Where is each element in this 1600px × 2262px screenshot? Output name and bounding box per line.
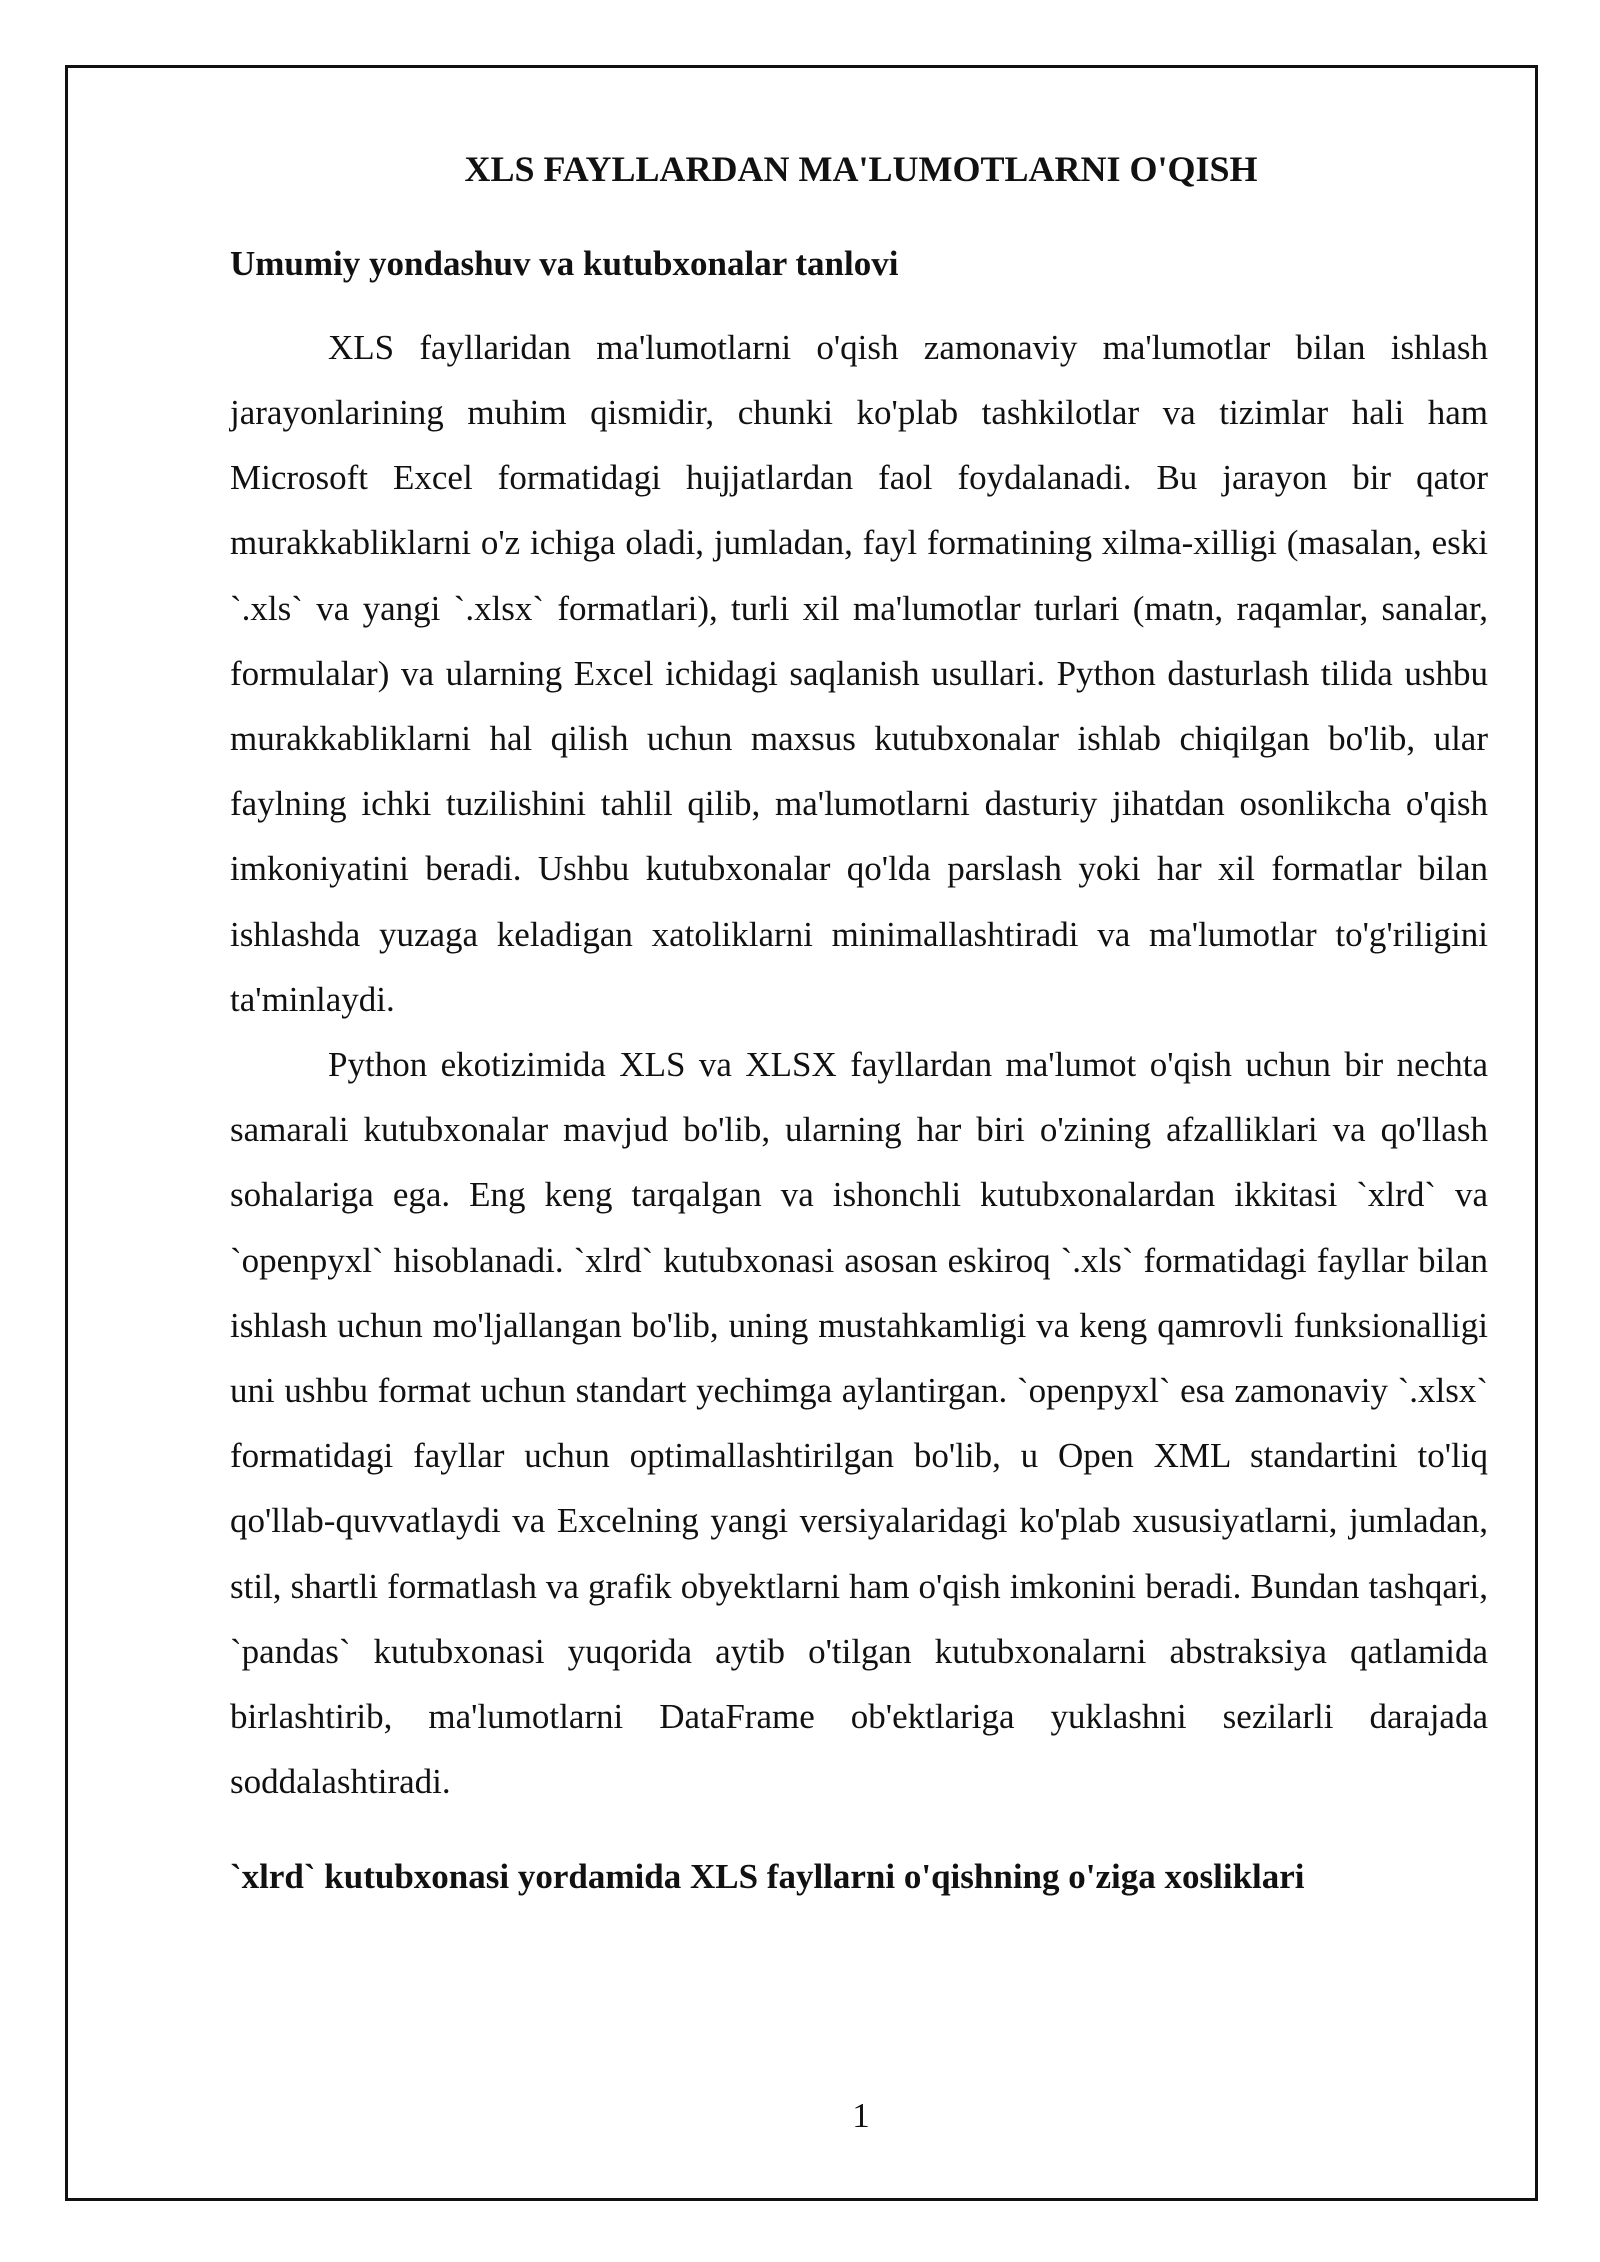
section-heading-xlrd: `xlrd` kutubxonasi yordamida XLS fayllarni o'qishning o'ziga xosliklari xyxy=(230,1857,1305,1897)
paragraph-intro: XLS fayllaridan ma'lumotlarni o'qish zamonaviy ma'lumotlar bilan ishlash jarayonlarining muhim qismidir, chunki ko'plab tashkilotlar va tizimlar hali ham Microsoft Excel formatidagi hujjatlardan faol foydalanadi. Bu jarayon bir qator murakkabliklarni o'z ichiga oladi, jumladan, fayl formatining xilma-xilligi (masalan, eski `.xls` va yangi `.xlsx` formatlari), turli xil ma'lumotlar turlari (matn, raqamlar, sanalar, formulalar) va ularning Excel ichidagi saqlanish usullari. Python dasturlash tilida ushbu murakkabliklarni hal qilish uchun maxsus kutubxonalar ishlab chiqilgan bo'lib, ular faylning ichki tuzilishini tahlil qilib, ma'lumotlarni dasturiy jihatdan osonlikcha o'qish imkoniyatini beradi. Ushbu kutubxonalar qo'lda parslash yoki har xil formatlar bilan ishlashda yuzaga keladigan xatoliklarni minimallashtiradi va ma'lumotlar to'g'riligini ta'minlaydi. xyxy=(230,327,1488,1019)
paragraph-libraries: Python ekotizimida XLS va XLSX fayllardan ma'lumot o'qish uchun bir nechta samarali kutubxonalar mavjud bo'lib, ularning har biri o'zining afzalliklari va qo'llash sohalariga ega. Eng keng tarqalgan va ishonchli kutubxonalardan ikkitasi `xlrd` va `openpyxl` hisoblanadi. `xlrd` kutubxonasi asosan eskiroq `.xls` formatidagi fayllar bilan ishlash uchun mo'ljallangan bo'lib, uning mustahkamligi va keng qamrovli funksionalligi uni ushbu format uchun standart yechimga aylantirgan. `openpyxl` esa zamonaviy `.xlsx` formatidagi fayllar uchun optimallashtirilgan bo'lib, u Open XML standartini to'liq qo'llab-quvvatlaydi va Excelning yangi versiyalaridagi ko'plab xususiyatlarni, jumladan, stil, shartli formatlash va grafik obyektlarni ham o'qish imkonini beradi. Bundan tashqari, `pandas` kutubxonasi yuqorida aytib o'tilgan kutubxonalarni abstraksiya qatlamida birlashtirib, ma'lumotlarni DataFrame ob'ektlariga yuklashni sezilarli darajada soddalashtiradi. xyxy=(230,1044,1488,1802)
page-number: 1 xyxy=(852,2096,870,2135)
document-title: XLS FAYLLARDAN MA'LUMOTLARNI O'QISH xyxy=(464,149,1258,189)
section-heading-general-approach: Umumiy yondashuv va kutubxonalar tanlovi xyxy=(230,244,899,284)
page-content xyxy=(230,148,1488,1900)
